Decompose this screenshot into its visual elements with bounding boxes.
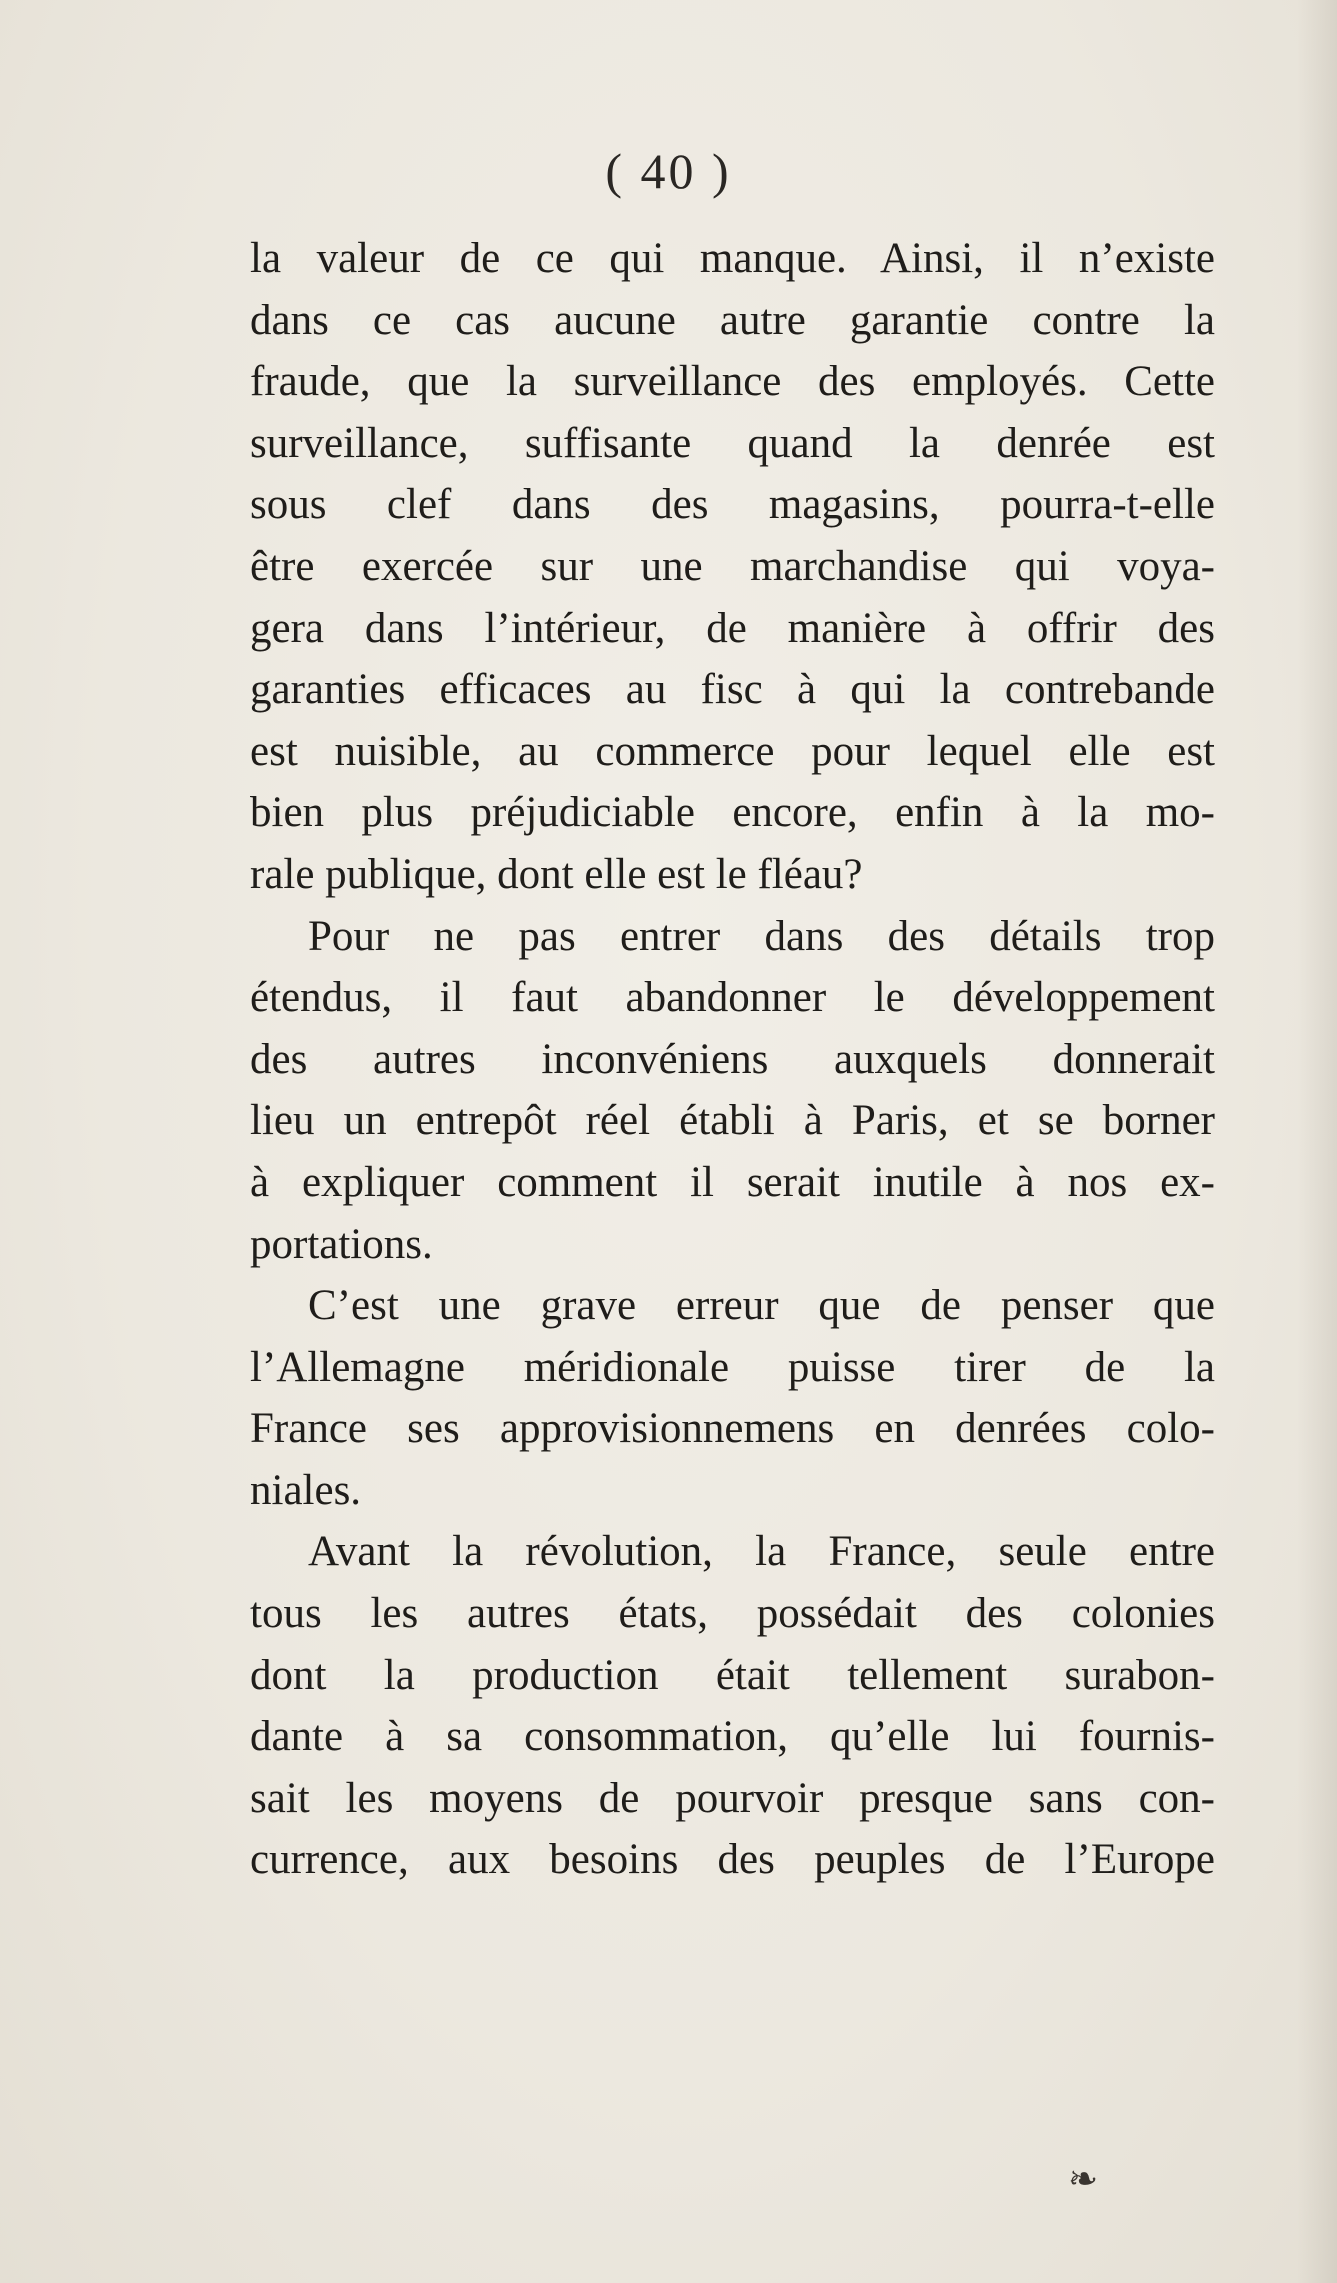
paragraph-end-line: portations. [250,1220,433,1268]
body-text [250,228,1215,1891]
text-line: la valeur de ce qui manque. Ainsi, il n’existe [250,235,1215,282]
text-line: sous clef dans des magasins, pourra-t-elle [250,481,1215,529]
text-line: garanties efficaces au fisc à qui la contrebande [250,666,1215,714]
text-line: dont la production était tellement surabon- [250,1651,1215,1699]
text-line: tous les autres états, possédait des colonies [250,1590,1215,1638]
text-line: des autres inconvéniens auxquels donnerait [250,1035,1215,1083]
page-number: ( 40 ) [605,143,732,199]
printer-ornament-icon: ❧ [1068,2159,1099,2199]
text-line: lieu un entrepôt réel établi à Paris, et se borner [250,1097,1215,1145]
text-line: gera dans l’intérieur, de manière à offrir des [250,604,1215,652]
page-edge-shadow [1297,0,1337,2283]
text-line: dans ce cas aucune autre garantie contre la [250,296,1215,344]
paragraph-start-line: Pour ne pas entrer dans des détails trop [308,912,1215,960]
text-line: sait les moyens de pourvoir presque sans con- [250,1774,1215,1822]
paragraph-start-line: C’est une grave erreur que de penser que [308,1282,1215,1330]
text-line: l’Allemagne méridionale puisse tirer de la [250,1343,1215,1391]
text-line: être exercée sur une marchandise qui voya- [250,542,1215,590]
text-line: dante à sa consommation, qu’elle lui fournis- [250,1713,1215,1761]
text-line: currence, aux besoins des peuples de l’Europe [250,1836,1215,1884]
paragraph-end-line: rale publique, dont elle est le fléau? [250,850,863,898]
paragraph-end-line: niales. [250,1466,362,1514]
text-line: France ses approvisionnemens en denrées colo- [250,1405,1215,1453]
text-line: est nuisible, au commerce pour lequel elle est [250,727,1215,775]
text-line: étendus, il faut abandonner le développement [250,974,1215,1022]
text-line: à expliquer comment il serait inutile à nos ex- [250,1158,1215,1206]
text-line: fraude, que la surveillance des employés. Cette [250,358,1215,406]
text-line: surveillance, suffisante quand la denrée est [250,419,1215,467]
text-line: bien plus préjudiciable encore, enfin à la mo- [250,789,1215,837]
paragraph-start-line: Avant la révolution, la France, seule entre [308,1528,1215,1576]
